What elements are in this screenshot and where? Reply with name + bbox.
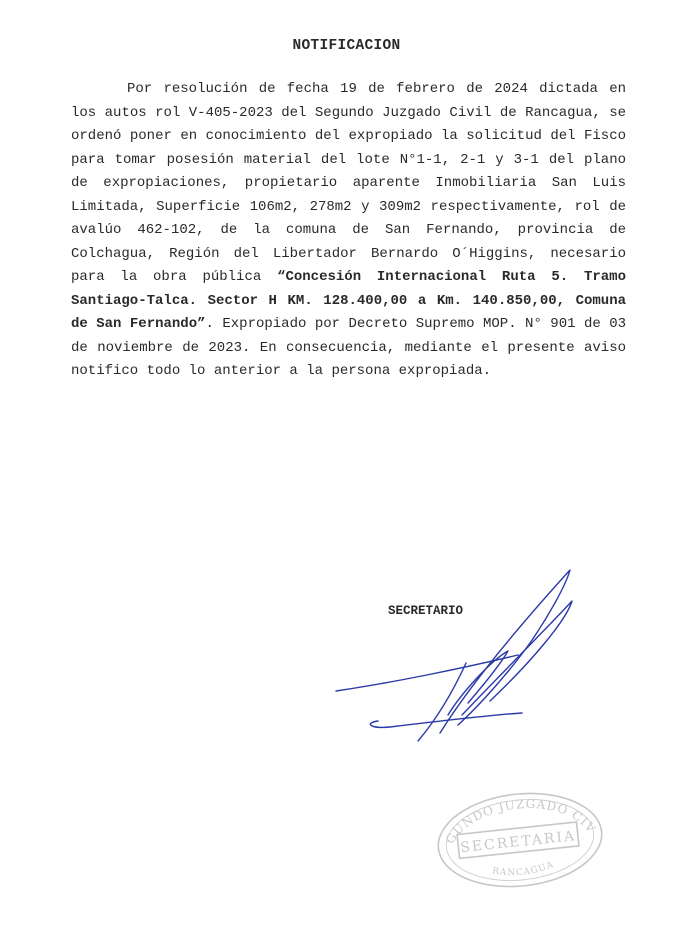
- stamp-middle-text: SECRETARIA: [459, 828, 577, 857]
- svg-text:RANCAGUA: [490, 860, 556, 881]
- notification-body: [71, 78, 626, 384]
- project-name: “Concesión Internacional Ruta 5. Tramo Santiago-Talca. Sector H KM. 128.400,00 a Km. 140.850,00, Comuna de San Fernando”: [71, 269, 626, 332]
- stamp-bottom-text: RANCAGUA: [491, 860, 556, 879]
- court-stamp: [430, 780, 610, 890]
- signer-title: SECRETARIO: [388, 604, 464, 618]
- body-text-intro: Por resolución de fecha 19 de febrero de 2024 dictada en los autos rol V-405-2023 del Segundo Juzgado Civil de Rancagua, se ordenó poner en conocimiento del expropiado la solicitud del Fisco para tomar posesión material del lote N°1-1, 2-1 y 3-1 del plano de expropiaciones, propietario aparente Inmobiliaria San Luis Limitada, Superficie 106m2, 278m2 y 309m2 respectivamente, rol de avalúo 462-102, de la comuna de San Fernando, provincia de Colchagua, Región del Libertador Bernardo O´Higgins, necesario para la obra pública: [71, 81, 626, 285]
- handwritten-signature: [330, 565, 590, 755]
- stamp-top-text: SEGUNDO JUZGADO CIVIL: [442, 796, 599, 847]
- body-text-closing: . Expropiado por Decreto Supremo MOP. N° 901 de 03 de noviembre de 2023. En consecuencia, mediante el presente aviso notifico todo lo anterior a la persona expropiada.: [71, 316, 626, 379]
- document-title: NOTIFICACION: [292, 38, 401, 54]
